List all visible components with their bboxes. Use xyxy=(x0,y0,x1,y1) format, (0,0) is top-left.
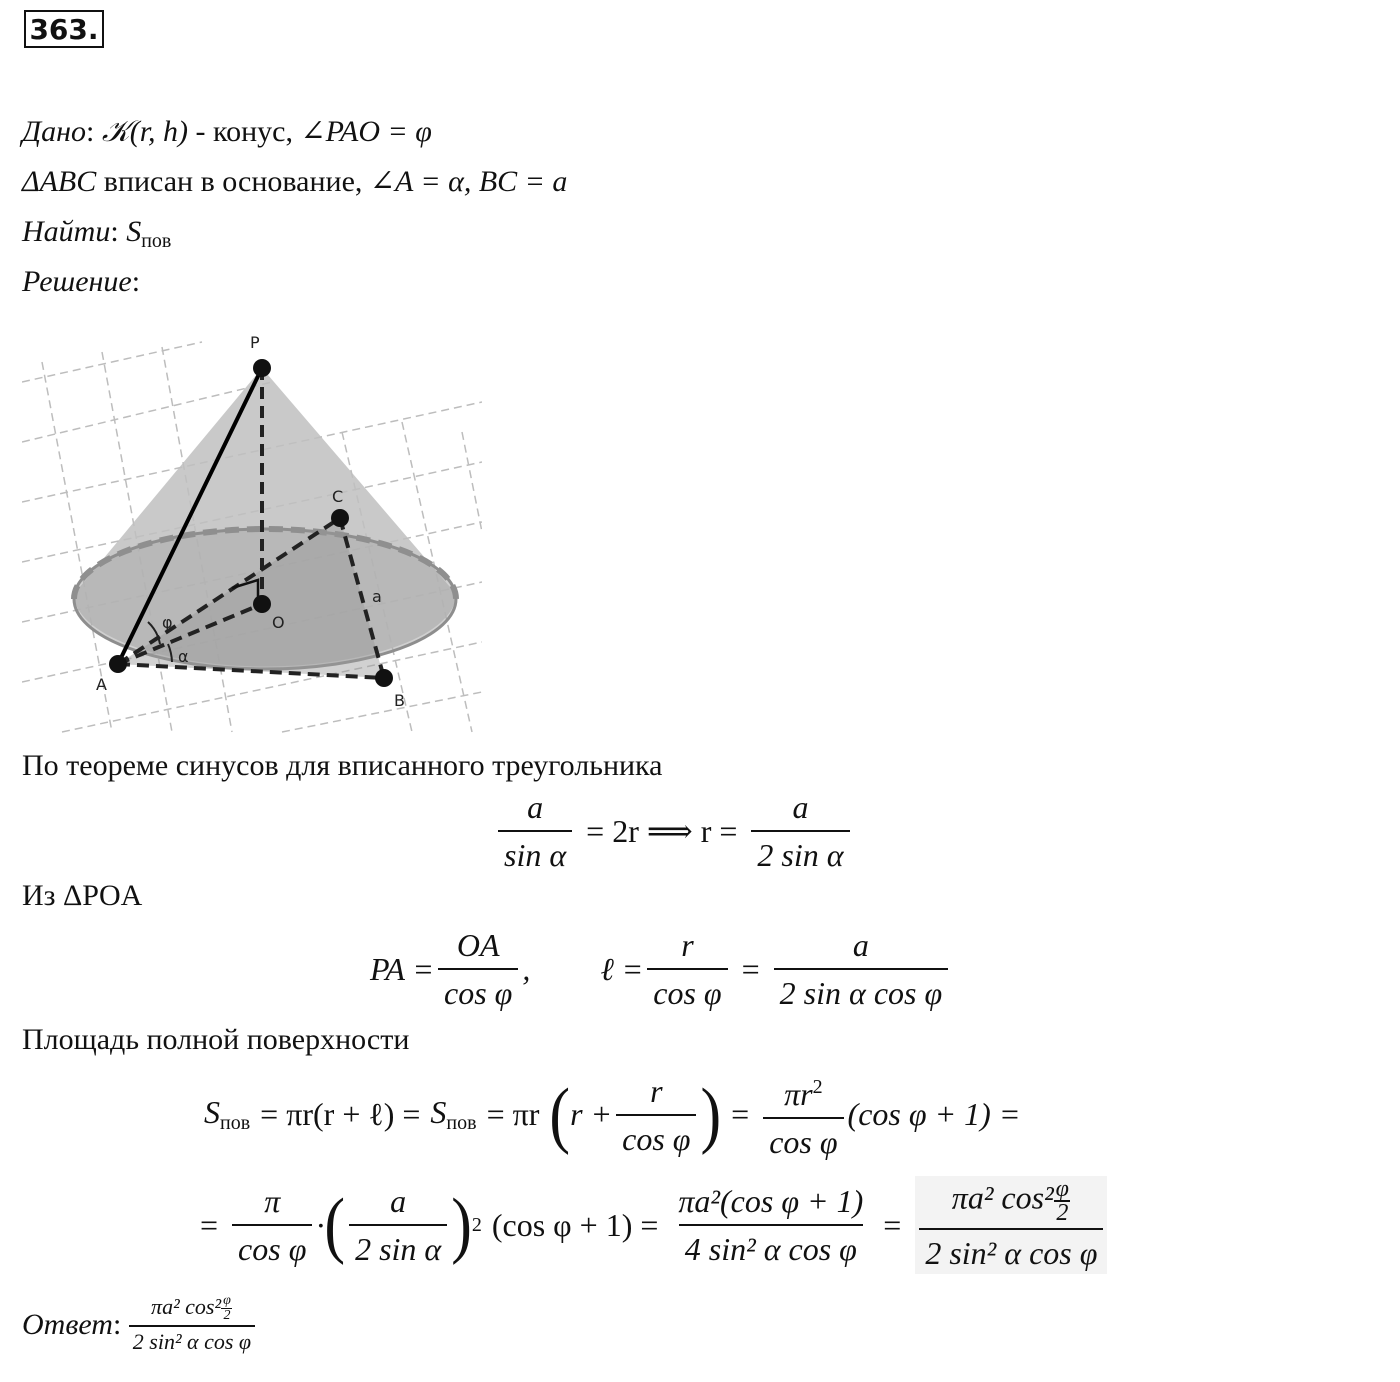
answer-line: Ответ : πa² cos² $\frac{\varphi}{2}$ 2 sin² α cos φ xyxy=(22,1294,255,1355)
eq3-part1: = πr(r + ℓ) = xyxy=(260,1096,421,1132)
triangle-abc: ΔABC xyxy=(22,165,97,198)
eq2-lhs: PA = xyxy=(370,950,434,987)
label-phi: φ xyxy=(162,613,173,632)
equation-surface-1 xyxy=(204,1068,1020,1161)
label-c: C xyxy=(332,487,344,506)
eq4-mid: (cos φ + 1) = xyxy=(491,1206,659,1243)
label-p: P xyxy=(250,333,260,352)
frac-r-cos-2: $\frac{r}{\text{cos φ}}$ xyxy=(616,1072,696,1158)
point-b xyxy=(375,669,393,687)
problem-number: 363. xyxy=(24,10,104,48)
eq3-part2: = πr xyxy=(486,1096,540,1132)
find-var: S xyxy=(126,215,142,248)
answer-fraction: πa² cos² $\frac{\varphi}{2}$ 2 sin² α cos φ xyxy=(129,1294,255,1355)
label-a: A xyxy=(96,675,107,694)
frac-pi-cos: $\frac{\pi}{\text{cos φ}}$ xyxy=(232,1182,312,1268)
triangle-conditions: ∠A = α, BC = a xyxy=(369,165,568,198)
find-sub: пов xyxy=(141,230,172,252)
step2-text: Из ΔPOA xyxy=(22,879,143,912)
solution-line: Решение: xyxy=(22,265,141,298)
label-o: O xyxy=(272,613,285,632)
angle-pao: ∠PAO = φ xyxy=(300,115,432,148)
eq4-lead: = xyxy=(200,1206,219,1243)
point-c xyxy=(331,509,349,527)
left-paren: ( xyxy=(549,1073,571,1156)
label-b: B xyxy=(394,691,405,710)
eq4-eq: = xyxy=(883,1206,902,1243)
eq3-s2: $S_{пов}$ xyxy=(430,1094,477,1134)
eq3-eq: = xyxy=(731,1096,750,1132)
point-o xyxy=(253,595,271,613)
answer-label: Ответ xyxy=(22,1307,113,1341)
right-paren-2: ) xyxy=(451,1184,472,1266)
find-line: Найти: $S_{пов}$ xyxy=(22,215,172,252)
eq2-ell: ℓ = xyxy=(600,950,644,987)
eq2-comma: , xyxy=(522,950,531,987)
point-a xyxy=(109,655,127,673)
step3-text: Площадь полной поверхности xyxy=(22,1023,410,1056)
frac-a-2sin: $\frac{a}{\text{2 sin α}}$ xyxy=(349,1182,447,1268)
eq1-mid: = 2r ⟹ r = xyxy=(586,813,738,849)
label-side-a: a xyxy=(372,587,382,606)
given-line-2 xyxy=(22,164,567,200)
equation-sine-theorem xyxy=(494,788,854,874)
eq2-eq: = xyxy=(741,950,760,987)
label-alpha: α xyxy=(178,647,189,666)
equation-surface-2 xyxy=(190,1176,1111,1274)
frac-a-sin-alpha: $\frac{a}{\text{sin α}}$ xyxy=(498,788,572,874)
eq3-tail: (cos φ + 1) = xyxy=(847,1096,1021,1132)
frac-r: $\frac{a}{\text{2 sin α}}$ xyxy=(751,788,849,874)
cone-figure xyxy=(22,322,482,738)
cone-text: - конус, xyxy=(188,115,301,148)
right-paren: ) xyxy=(700,1073,722,1156)
eq3-r-plus: r + xyxy=(570,1096,613,1132)
find-label: Найти xyxy=(22,215,111,248)
given-line-1: Дано: 𝒦(r, h) - конус, ∠PAO = φ xyxy=(22,115,432,148)
inscribed-text: вписан в основание, xyxy=(96,165,370,198)
equation-generatrix xyxy=(370,926,952,1012)
eq4-dot: · xyxy=(316,1206,325,1243)
frac-r-cos: $\frac{r}{\text{cos φ}}$ xyxy=(647,926,727,1012)
step1-text: По теореме синусов для вписанного треугольника xyxy=(22,749,663,782)
frac-big: $\frac{\text{πa²(cos φ + 1)}}{\text{4 sin² α cos φ}}$ xyxy=(678,1183,864,1267)
frac-ell-final: $\frac{a}{\text{2 sin α cos φ}}$ xyxy=(774,926,949,1012)
eq3-s1: $S_{пов}$ xyxy=(204,1094,251,1134)
frac-pir2-cos: $\frac{\pi r^2}{\text{cos φ}}$ xyxy=(763,1068,843,1161)
solution-label: Решение xyxy=(22,265,132,298)
cone-notation: 𝒦(r, h) xyxy=(101,115,189,148)
frac-oa-cos: $\frac{OA}{\text{cos φ}}$ xyxy=(438,926,518,1012)
point-p xyxy=(253,359,271,377)
frac-final-answer: πa² cos² $\frac{\varphi}{2}$ 2 sin² α cos φ xyxy=(915,1176,1107,1274)
eq4-square: 2 xyxy=(471,1213,482,1236)
given-label: Дано xyxy=(22,115,86,148)
left-paren-2: ( xyxy=(324,1184,346,1266)
